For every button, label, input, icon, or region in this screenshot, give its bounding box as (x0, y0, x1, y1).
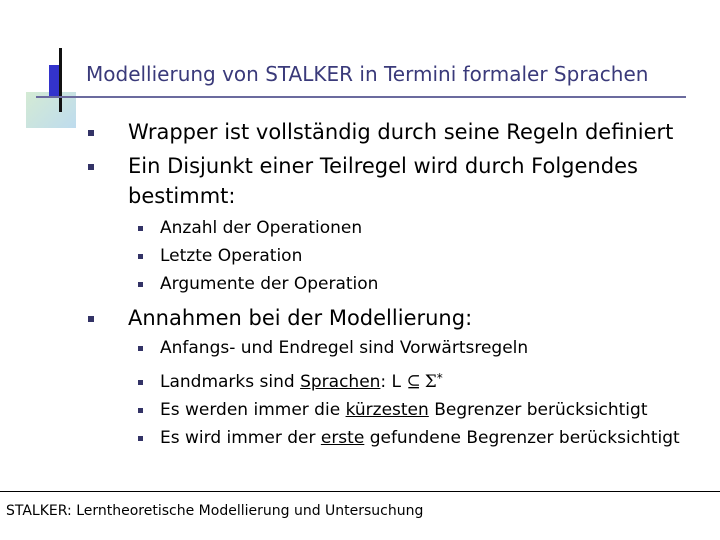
underlined-term: kürzesten (345, 400, 429, 420)
slide-title: Modellierung von STALKER in Termini formaler Sprachen (86, 62, 649, 86)
sub-bullet-text (160, 396, 648, 424)
text-segment: gefundene Begrenzer berücksichtigt (364, 428, 680, 448)
bullet-marker (88, 316, 94, 322)
text-segment: Es werden immer die (160, 400, 346, 420)
subset-symbol: ⊆ (406, 372, 421, 392)
sigma-symbol: Σ (424, 372, 437, 392)
sub-bullet-marker (138, 380, 143, 385)
bullet-marker (88, 164, 94, 170)
sub-bullet-marker (138, 254, 143, 259)
sub-bullet-marker (138, 408, 143, 413)
kleene-star: * (436, 371, 443, 385)
bullet-marker (88, 130, 94, 136)
bullet-text: Ein Disjunkt einer Teilregel wird durch Folgendes (128, 154, 638, 178)
sub-bullet-marker (138, 226, 143, 231)
sub-bullet-text: Anfangs- und Endregel sind Vorwärtsregeln (160, 338, 529, 358)
bullet-text: Annahmen bei der Modellierung: (128, 306, 473, 330)
title-ornament (0, 0, 100, 140)
sub-bullet-marker (138, 282, 143, 287)
footer-text: STALKER: Lerntheoretische Modellierung und Untersuchung (6, 503, 424, 519)
ornament-vertical-line (59, 48, 62, 112)
sub-bullet-text (160, 368, 443, 396)
bullet-text-continued: bestimmt: (128, 184, 236, 208)
title-underline (36, 96, 686, 98)
text-segment: Es wird immer der (160, 428, 321, 448)
sub-bullet-text: Anzahl der Operationen (160, 218, 363, 238)
sub-bullet-text: Letzte Operation (160, 246, 303, 266)
footer-rule (0, 491, 720, 492)
text-segment: : L (380, 372, 407, 392)
bullet-text: Wrapper ist vollständig durch seine Regeln definiert (128, 120, 674, 144)
sub-bullet-marker (138, 436, 143, 441)
text-segment: Landmarks sind (160, 372, 301, 392)
underlined-term: Sprachen (300, 372, 381, 392)
sub-bullet-text: Argumente der Operation (160, 274, 379, 294)
underlined-term: erste (320, 428, 365, 448)
sub-bullet-text (160, 424, 680, 452)
sub-bullet-marker (138, 346, 143, 351)
text-segment: Begrenzer berücksichtigt (428, 400, 648, 420)
